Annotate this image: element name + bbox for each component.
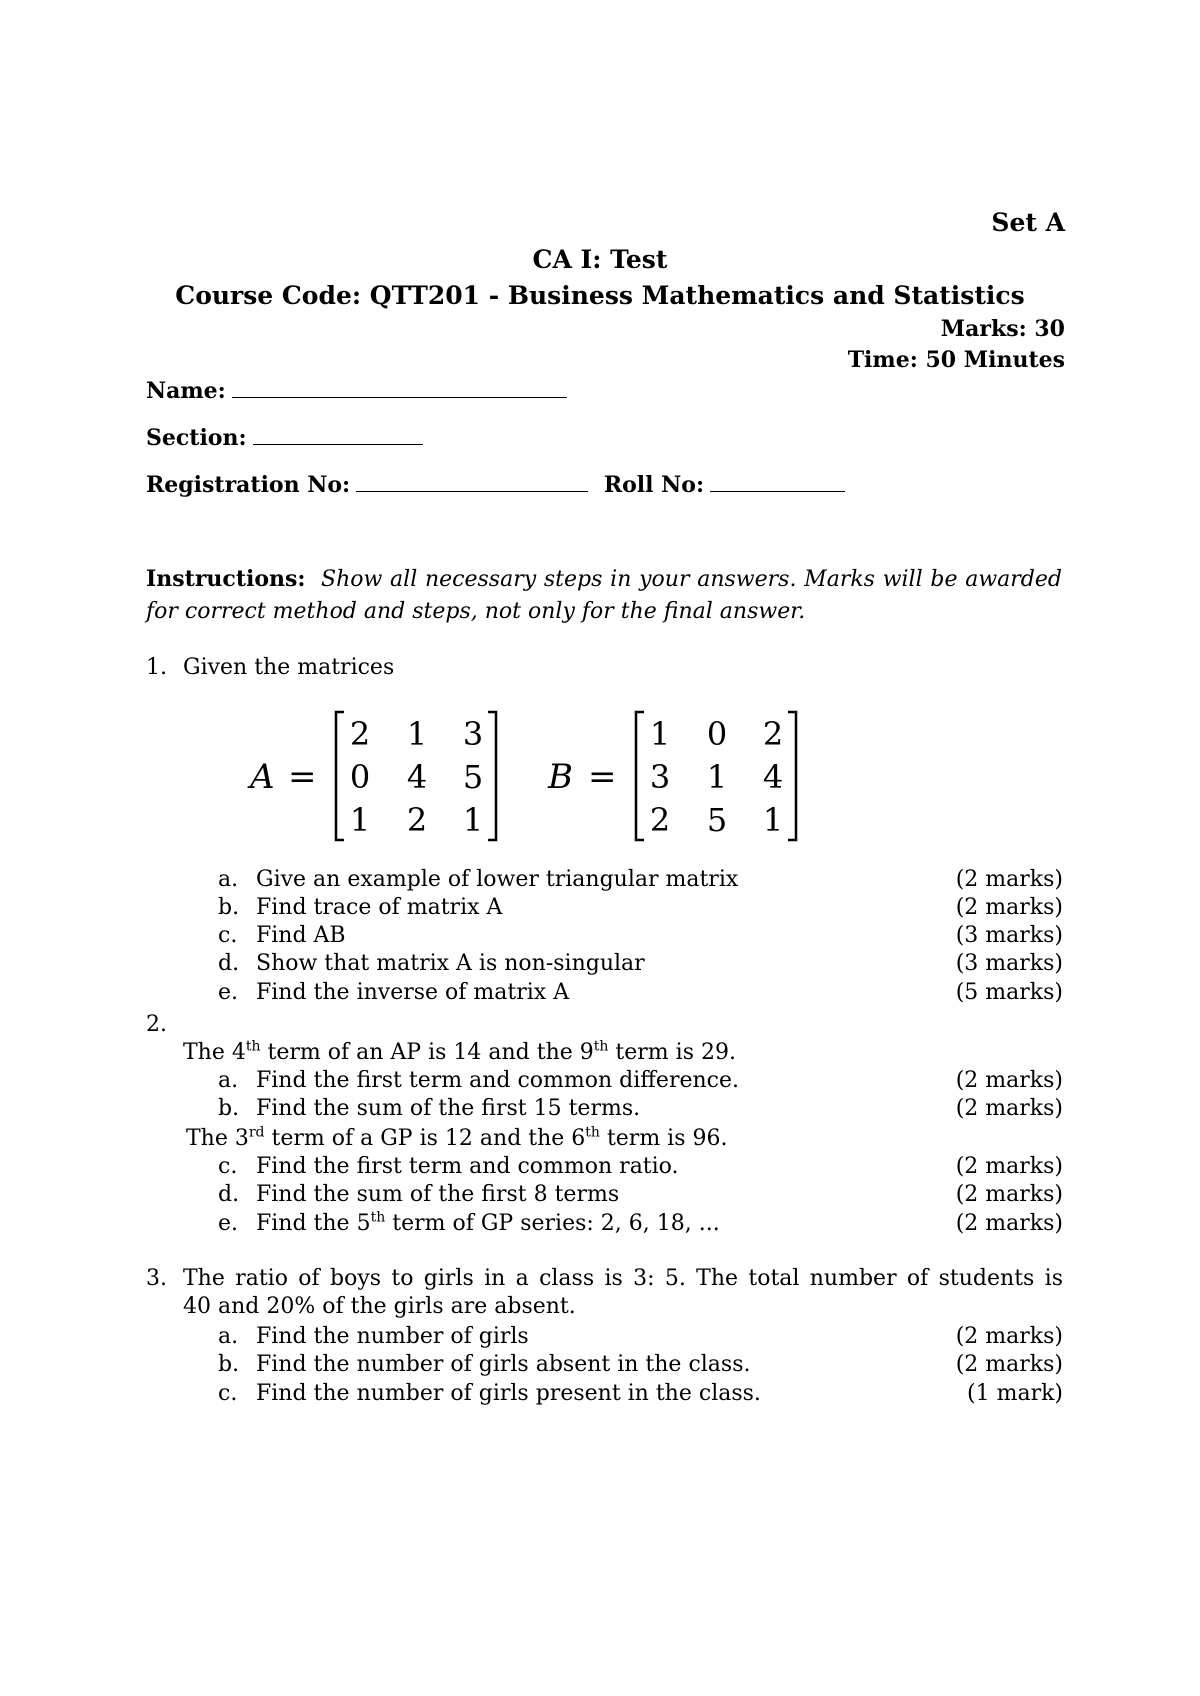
instructions-label: Instructions: (146, 566, 306, 592)
q1-part-d (218, 950, 1063, 978)
matrix-b-right-bracket (788, 712, 796, 840)
matrix-b-cell: 1 (762, 801, 784, 839)
name-label: Name: (146, 378, 226, 404)
matrix-b-equals: = (588, 757, 617, 797)
matrix-a-right-bracket (488, 712, 496, 840)
matrix-a-cell: 5 (462, 758, 484, 796)
matrices (230, 700, 830, 850)
part-marks: (3 marks) (955, 951, 1063, 976)
gp-text-1: The 3 (186, 1126, 249, 1151)
q1-text: Given the matrices (183, 655, 395, 680)
matrix-b-cell: 0 (706, 715, 728, 753)
part-text: Find the number of girls (256, 1324, 529, 1349)
roll-blank (710, 473, 845, 492)
part-label: d. (218, 1182, 240, 1207)
test-title: CA I: Test (532, 245, 668, 274)
q3-part-c (218, 1380, 1063, 1408)
part-text: Find trace of matrix A (256, 895, 503, 920)
part-label: c. (218, 1154, 238, 1179)
q1-part-e (218, 979, 1063, 1007)
part-label: e. (218, 980, 239, 1005)
part-text: Find the number of girls present in the class. (256, 1381, 761, 1406)
part-label: c. (218, 1381, 238, 1406)
matrix-a-cell: 4 (406, 758, 428, 796)
marks-total: Marks: 30 (940, 316, 1065, 342)
part-marks: (2 marks) (955, 1068, 1063, 1093)
part-label: d. (218, 951, 240, 976)
roll-label: Roll No: (603, 472, 705, 498)
gp-text-2: term of a GP is 12 and the 6 (264, 1126, 586, 1151)
part-label: b. (218, 895, 240, 920)
q1-part-c (218, 922, 1063, 950)
part-text: Give an example of lower triangular matrix (256, 867, 739, 892)
q3-number: 3. (146, 1266, 167, 1291)
q2-part-a (218, 1067, 1063, 1095)
matrix-a-cell: 1 (462, 801, 484, 839)
registration-label: Registration No: (146, 472, 351, 498)
matrix-a-left-bracket (336, 712, 344, 840)
q3-part-b (218, 1351, 1063, 1379)
q2-part-b (218, 1095, 1063, 1123)
q2-number: 2. (146, 1012, 167, 1037)
q2-part-e (218, 1210, 1063, 1238)
matrix-a-cell: 1 (406, 715, 428, 753)
matrix-a-cell: 3 (462, 715, 484, 753)
part-marks: (2 marks) (955, 1096, 1063, 1121)
e-text-2: term of GP series: 2, 6, 18, ... (385, 1211, 720, 1236)
part-marks: (5 marks) (955, 980, 1063, 1005)
section-blank (253, 426, 423, 445)
ap-sup-1: th (245, 1038, 261, 1055)
part-text: Find the first term and common ratio. (256, 1154, 679, 1179)
matrix-a-cells (350, 715, 483, 839)
q1-part-a (218, 866, 1063, 894)
part-marks: (2 marks) (955, 1324, 1063, 1349)
part-text: Find the sum of the first 8 terms (256, 1182, 620, 1207)
matrix-a-cell: 2 (406, 801, 428, 839)
matrix-b-cell: 5 (706, 801, 728, 839)
part-text: Find the number of girls absent in the class. (256, 1352, 751, 1377)
matrix-a-name: A (250, 757, 275, 797)
ap-text-3: term is 29. (608, 1040, 736, 1065)
q2-ap-text (183, 1040, 736, 1065)
ap-sup-2: th (593, 1038, 609, 1055)
matrix-b-cell: 3 (649, 758, 671, 796)
matrix-b-cell: 2 (762, 715, 784, 753)
part-marks: (1 mark) (967, 1381, 1063, 1406)
q1-number: 1. (146, 655, 167, 680)
section-field (146, 425, 423, 451)
q2-part-d (218, 1181, 1063, 1209)
instructions (146, 563, 1062, 628)
ap-text-1: The 4 (183, 1040, 246, 1065)
matrix-b-cell: 1 (649, 715, 671, 753)
q1-part-b (218, 894, 1063, 922)
set-label: Set A (991, 208, 1065, 237)
matrix-b-cells (650, 715, 783, 839)
part-marks: (2 marks) (955, 1211, 1063, 1236)
part-marks: (2 marks) (955, 1352, 1063, 1377)
part-text: Find AB (256, 923, 346, 948)
part-marks: (2 marks) (955, 1154, 1063, 1179)
part-text (256, 1210, 720, 1238)
matrix-b-cell: 1 (706, 758, 728, 796)
matrix-b-name: B (548, 757, 573, 797)
gp-text-3: term is 96. (599, 1126, 728, 1151)
matrix-a-cell: 0 (349, 758, 371, 796)
matrix-a-cell: 1 (349, 801, 371, 839)
matrix-a-equals: = (288, 757, 317, 797)
part-text: Show that matrix A is non-singular (256, 951, 645, 976)
name-field (146, 378, 567, 404)
part-marks: (3 marks) (955, 923, 1063, 948)
part-label: a. (218, 1068, 239, 1093)
part-label: c. (218, 923, 238, 948)
part-label: e. (218, 1211, 239, 1236)
gp-sup-1: rd (248, 1124, 265, 1141)
part-label: a. (218, 1324, 239, 1349)
registration-field (146, 472, 845, 498)
part-label: b. (218, 1096, 240, 1121)
e-text-1: Find the 5 (256, 1211, 371, 1236)
part-text: Find the inverse of matrix A (256, 980, 570, 1005)
matrix-a-cell: 2 (349, 715, 371, 753)
e-sup: th (370, 1209, 386, 1226)
part-label: a. (218, 867, 239, 892)
ap-text-2: term of an AP is 14 and the 9 (260, 1040, 594, 1065)
part-text: Find the sum of the first 15 terms. (256, 1096, 641, 1121)
registration-blank (356, 473, 588, 492)
part-marks: (2 marks) (955, 867, 1063, 892)
time-limit: Time: 50 Minutes (847, 347, 1065, 373)
q2-gp-text (186, 1126, 727, 1151)
q2-part-c (218, 1153, 1063, 1181)
matrix-b-left-bracket (636, 712, 644, 840)
q3-part-a (218, 1323, 1063, 1351)
part-text: Find the first term and common difference. (256, 1068, 739, 1093)
q3-line-1: The ratio of boys to girls in a class is 3: 5. The total number of students is (183, 1266, 1063, 1291)
part-marks: (2 marks) (955, 1182, 1063, 1207)
course-title: Course Code: QTT201 - Business Mathematics and Statistics (175, 281, 1025, 310)
gp-sup-2: th (585, 1124, 600, 1141)
part-label: b. (218, 1352, 240, 1377)
name-blank (232, 379, 567, 398)
matrix-b-cell: 2 (649, 801, 671, 839)
instructions-text: Show all necessary steps in your answers. Marks will be awarded for correct method and steps, not only for the final answer. (146, 567, 1062, 624)
section-label: Section: (146, 425, 247, 451)
q3-line-2: 40 and 20% of the girls are absent. (183, 1294, 576, 1319)
part-marks: (2 marks) (955, 895, 1063, 920)
matrix-b-cell: 4 (762, 758, 784, 796)
